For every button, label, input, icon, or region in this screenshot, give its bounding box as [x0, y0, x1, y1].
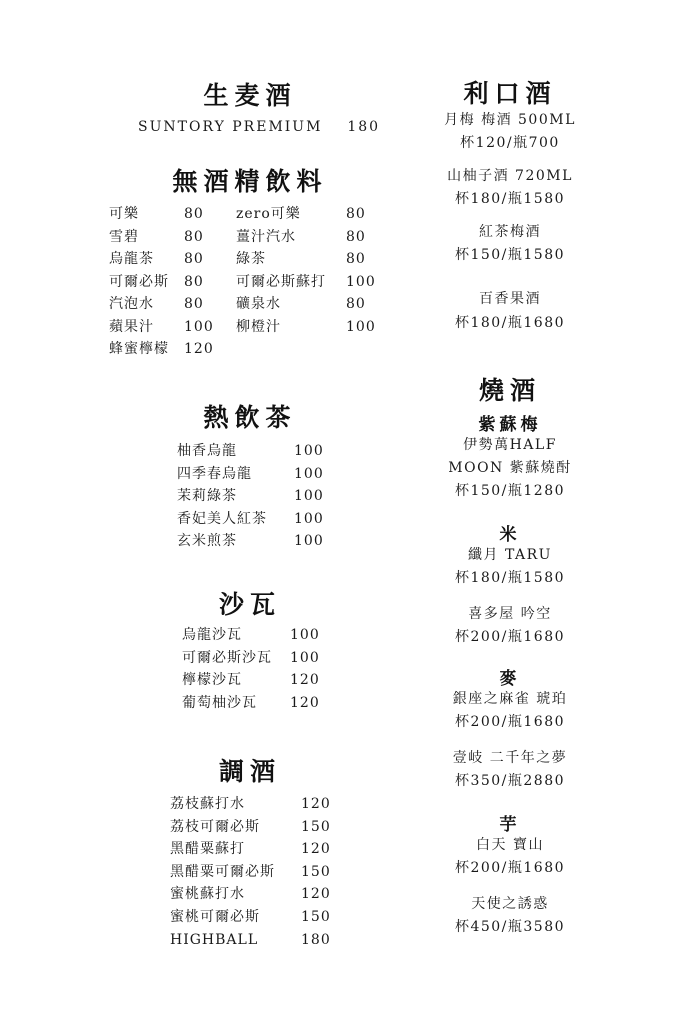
soft-drink-item-name: 雪碧 — [109, 228, 139, 245]
liqueur-item-price: 杯180/瓶1580 — [454, 191, 566, 207]
sour-item-price: 120 — [290, 694, 320, 711]
sour-item-price: 100 — [290, 627, 320, 643]
soft-drink-item-price: 80 — [184, 251, 204, 267]
soft-drink-item-name: 礦泉水 — [236, 296, 281, 312]
soft-drink-item-price: 120 — [184, 341, 214, 357]
barley-item-2-name: 壹岐 二千年之夢 — [452, 750, 568, 766]
barley-item-2-price: 杯350/瓶2880 — [454, 773, 566, 789]
sour-item-price: 100 — [290, 649, 320, 666]
soft-drink-item-name: 柳橙汁 — [236, 318, 281, 335]
shochu-heading: 燒酒 — [478, 376, 542, 405]
soft-drink-item-name: 可樂 — [109, 206, 139, 222]
cocktail-item-price: 120 — [301, 841, 331, 858]
soft-drink-item-price: 80 — [184, 228, 204, 245]
cocktail-item-name: HIGHBALL — [170, 931, 259, 948]
hot-tea-item-name: 香妃美人紅茶 — [177, 510, 267, 527]
cocktail-item-price: 150 — [301, 863, 331, 880]
hot-tea-item-name: 玄米煎茶 — [177, 533, 237, 550]
cocktail-item-price: 180 — [301, 931, 331, 948]
soft-drinks-heading: 無酒精飲料 — [172, 167, 328, 196]
cocktail-item-name: 荔枝蘇打水 — [170, 796, 245, 812]
liqueur-item-name: 月梅 梅酒 500ML — [444, 112, 576, 128]
sour-heading: 沙瓦 — [218, 590, 282, 619]
sour-item-name: 檸檬沙瓦 — [182, 672, 242, 689]
soft-drink-item-price: 100 — [184, 318, 214, 335]
sour-item-name: 可爾必斯沙瓦 — [182, 649, 272, 666]
barley-item-1-name: 銀座之麻雀 琥珀 — [452, 691, 568, 707]
soft-drink-item-name: 可爾必斯蘇打 — [236, 273, 326, 290]
cocktail-heading: 調酒 — [218, 757, 282, 786]
soft-drink-item-name: zero可樂 — [236, 206, 301, 222]
rice-item-2-price: 杯200/瓶1680 — [454, 629, 566, 645]
liqueur-item-price: 杯120/瓶700 — [460, 135, 560, 151]
liqueur-item-name: 紅茶梅酒 — [479, 224, 541, 240]
beer-heading: 生麦酒 — [203, 81, 297, 110]
beer-item-name: SUNTORY PREMIUM — [138, 119, 323, 135]
hot-tea-item-price: 100 — [294, 443, 324, 459]
soft-drink-item-price: 80 — [184, 206, 204, 222]
beer-item — [138, 118, 380, 136]
soft-drink-item-price: 80 — [184, 273, 204, 290]
hot-tea-item-name: 四季春烏龍 — [177, 465, 252, 482]
liqueur-item-name: 山柚子酒 720ML — [447, 168, 573, 184]
soft-drink-item-price: 80 — [346, 251, 366, 267]
hot-tea-item-price: 100 — [294, 510, 324, 527]
hot-tea-item-price: 100 — [294, 465, 324, 482]
hot-tea-heading: 熱飲茶 — [203, 403, 297, 432]
potato-item-2-name: 天使之誘惑 — [471, 896, 549, 912]
potato-item-1-name: 白天 寶山 — [476, 837, 544, 853]
potato-item-1-price: 杯200/瓶1680 — [454, 860, 566, 876]
cocktail-item-price: 120 — [301, 886, 331, 903]
soft-drink-item-name: 烏龍茶 — [109, 251, 154, 267]
beer-item-price: 180 — [347, 119, 381, 135]
barley-label: 麥 — [499, 669, 521, 689]
liqueur-item-price: 杯180/瓶1680 — [454, 315, 566, 331]
cocktail-item-name: 蜜桃蘇打水 — [170, 886, 245, 903]
hot-tea-item-name: 柚香烏龍 — [177, 443, 237, 459]
barley-item-1-price: 杯200/瓶1680 — [454, 714, 566, 730]
cocktail-item-price: 120 — [301, 796, 331, 812]
sour-item-price: 120 — [290, 672, 320, 689]
hot-tea-item-name: 茉莉綠茶 — [177, 488, 237, 505]
hot-tea-item-price: 100 — [294, 533, 324, 550]
liqueur-item-name: 百香果酒 — [479, 291, 541, 307]
cocktail-item-name: 黑醋粟蘇打 — [170, 841, 245, 858]
cocktail-item-name: 荔枝可爾必斯 — [170, 818, 260, 835]
rice-item-1-name: 纖月 TARU — [468, 547, 552, 563]
potato-item-2-price: 杯450/瓶3580 — [454, 919, 566, 935]
rice-label: 米 — [499, 525, 521, 545]
soft-drink-item-price: 80 — [184, 296, 204, 312]
soft-drink-item-price: 80 — [346, 206, 366, 222]
sour-item-name: 葡萄柚沙瓦 — [182, 694, 257, 711]
soft-drink-item-price: 100 — [346, 273, 376, 290]
soft-drink-item-name: 蘋果汁 — [109, 318, 154, 335]
cocktail-item-name: 黑醋粟可爾必斯 — [170, 863, 275, 880]
rice-item-2-name: 喜多屋 吟空 — [468, 606, 552, 622]
soft-drink-item-name: 綠茶 — [236, 251, 266, 267]
shiso-price: 杯150/瓶1280 — [454, 483, 566, 499]
shiso-label: 紫蘇梅 — [478, 415, 542, 435]
soft-drink-item-name: 汽泡水 — [109, 296, 154, 312]
potato-label: 芋 — [499, 815, 521, 835]
cocktail-item-price: 150 — [301, 818, 331, 835]
soft-drink-item-name: 薑汁汽水 — [236, 228, 296, 245]
shiso-line2: MOON 紫蘇燒酎 — [448, 460, 572, 476]
hot-tea-item-price: 100 — [294, 488, 324, 505]
liqueur-heading: 利口酒 — [463, 79, 557, 108]
soft-drink-item-price: 80 — [346, 228, 366, 245]
liqueur-item-price: 杯150/瓶1580 — [454, 247, 566, 263]
soft-drink-item-name: 可爾必斯 — [109, 273, 169, 290]
rice-item-1-price: 杯180/瓶1580 — [454, 570, 566, 586]
sour-item-name: 烏龍沙瓦 — [182, 627, 242, 643]
soft-drink-item-price: 100 — [346, 318, 376, 335]
shiso-line1: 伊勢萬HALF — [463, 437, 557, 453]
soft-drink-item-price: 80 — [346, 296, 366, 312]
cocktail-item-price: 150 — [301, 909, 331, 925]
soft-drink-item-name: 蜂蜜檸檬 — [109, 341, 169, 357]
cocktail-item-name: 蜜桃可爾必斯 — [170, 909, 260, 925]
